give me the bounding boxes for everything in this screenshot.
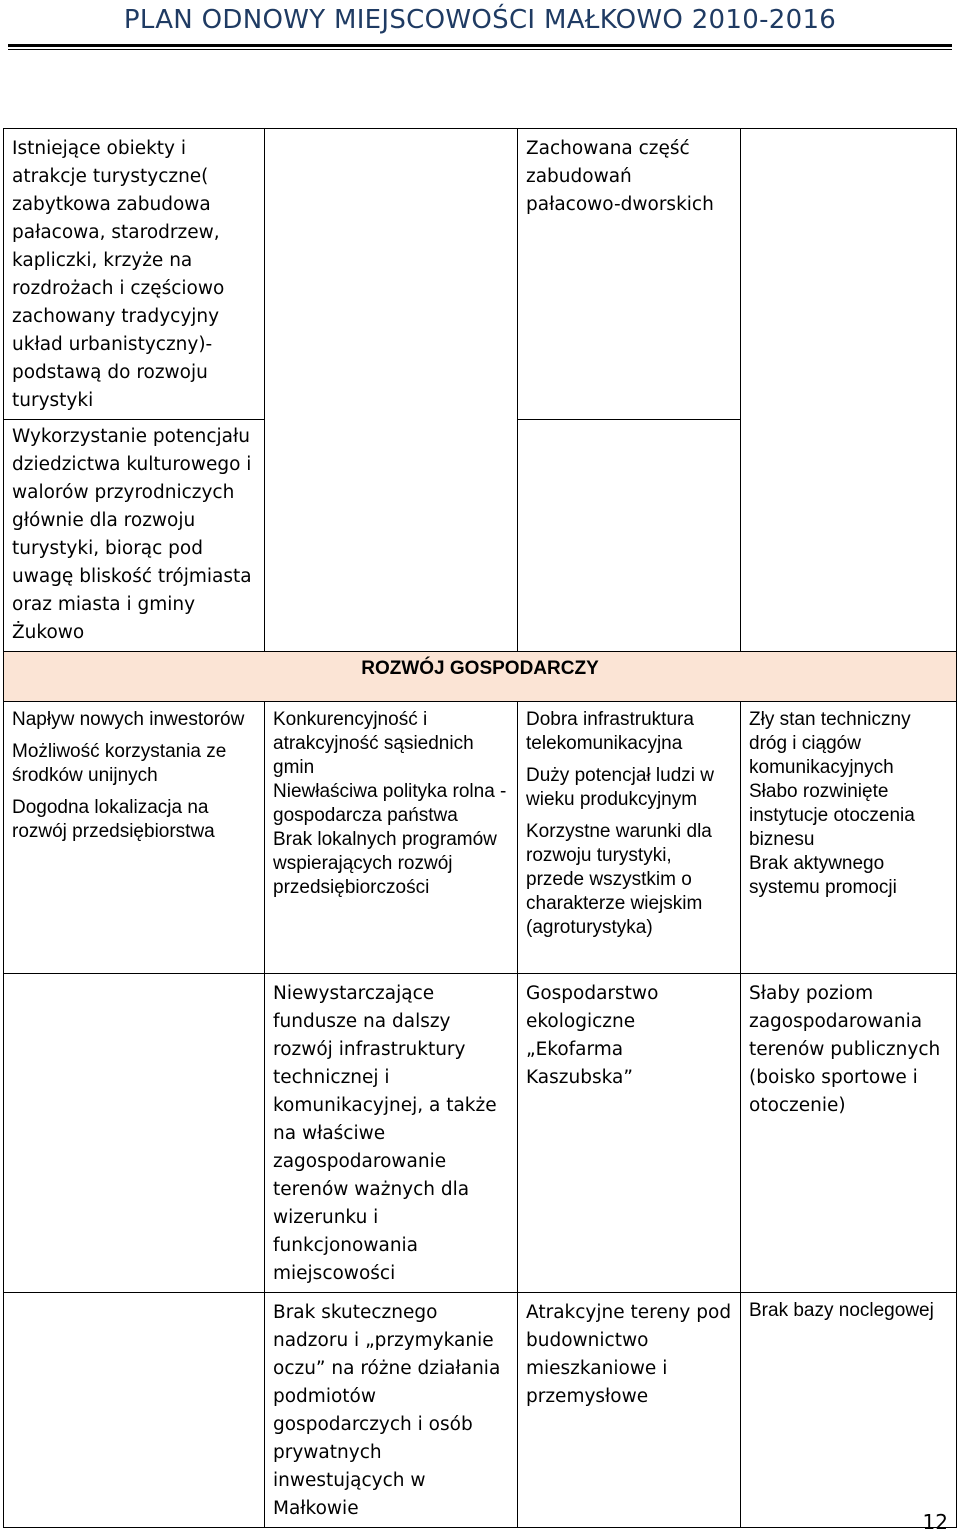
cell-top-empty-col4	[741, 129, 957, 652]
table-row	[4, 702, 957, 974]
swot-table	[3, 128, 957, 1528]
cell-empty	[4, 1293, 265, 1528]
threat-item: Konkurencyjność i atrakcyjność sąsiednich gmin	[273, 709, 474, 778]
strength-item: Dobra infrastruktura telekomunikacyjna	[526, 709, 694, 754]
header-rule-thin	[8, 49, 952, 50]
opportunity-item: Napływ nowych inwestorów	[12, 709, 245, 730]
page-header-title: PLAN ODNOWY MIEJSCOWOŚCI MAŁKOWO 2010-2016	[123, 5, 837, 35]
cell-empty	[4, 974, 265, 1293]
weakness-item: Słabo rozwinięte instytucje otoczenia biznesu	[749, 781, 915, 850]
weakness-item: Brak bazy noclegowej	[741, 1293, 957, 1528]
strength-item: Gospodarstwo ekologiczne „Ekofarma Kaszubska”	[518, 974, 741, 1293]
weakness-item: Brak aktywnego systemu promocji	[749, 853, 897, 898]
page-number: 12	[922, 1510, 948, 1534]
cell-top-opportunity-1: Istniejące obiekty i atrakcje turystyczne( zabytkowa zabudowa pałacowa, starodrzew, kapliczki, krzyże na rozdrożach i częściowo zachowany tradycyjny układ urbanistyczny)- podstawą do rozwoju turystyki	[4, 129, 265, 420]
opportunity-item: Możliwość korzystania ze środków unijnych	[12, 741, 227, 786]
strength-item: Korzystne warunki dla rozwoju turystyki, przede wszystkim o charakterze wiejskim (agroturystyka)	[526, 821, 712, 938]
table-row	[4, 974, 957, 1293]
threat-item: Brak skutecznego nadzoru i „przymykanie oczu” na różne działania podmiotów gospodarczych i osób prywatnych inwestujących w Małkowie	[265, 1293, 518, 1528]
strength-item: Duży potencjał ludzi w wieku produkcyjnym	[526, 765, 714, 810]
threat-item: Niewystarczające fundusze na dalszy rozwój infrastruktury technicznej i komunikacyjnej, a także na właściwe zagospodarowanie terenów ważnych dla wizerunku i funkcjonowania miejscowości	[265, 974, 518, 1293]
strength-item: Atrakcyjne tereny pod budownictwo mieszkaniowe i przemysłowe	[518, 1293, 741, 1528]
threat-item: Brak lokalnych programów wspierających rozwój przedsiębiorczości	[273, 829, 497, 898]
weakness-item: Słaby poziom zagospodarowania terenów publicznych (boisko sportowe i otoczenie)	[741, 974, 957, 1293]
threat-item: Niewłaściwa polityka rolna - gospodarcza państwa	[273, 781, 507, 826]
table-row	[4, 1293, 957, 1528]
header-rule-thick	[8, 44, 952, 47]
section-title: ROZWÓJ GOSPODARCZY	[4, 652, 957, 702]
cell-top-empty-col3	[518, 420, 741, 652]
cell-top-strength: Zachowana część zabudowań pałacowo-dworskich	[518, 129, 741, 420]
weakness-item: Zły stan techniczny dróg i ciągów komunikacyjnych	[749, 709, 911, 778]
cell-top-empty-col2	[265, 129, 518, 652]
table-row	[4, 129, 957, 420]
section-row	[4, 652, 957, 702]
opportunity-item: Dogodna lokalizacja na rozwój przedsiębiorstwa	[12, 797, 215, 842]
cell-top-opportunity-2: Wykorzystanie potencjału dziedzictwa kulturowego i walorów przyrodniczych głównie dla rozwoju turystyki, biorąc pod uwagę bliskość trójmiasta oraz miasta i gminy Żukowo	[4, 420, 265, 652]
